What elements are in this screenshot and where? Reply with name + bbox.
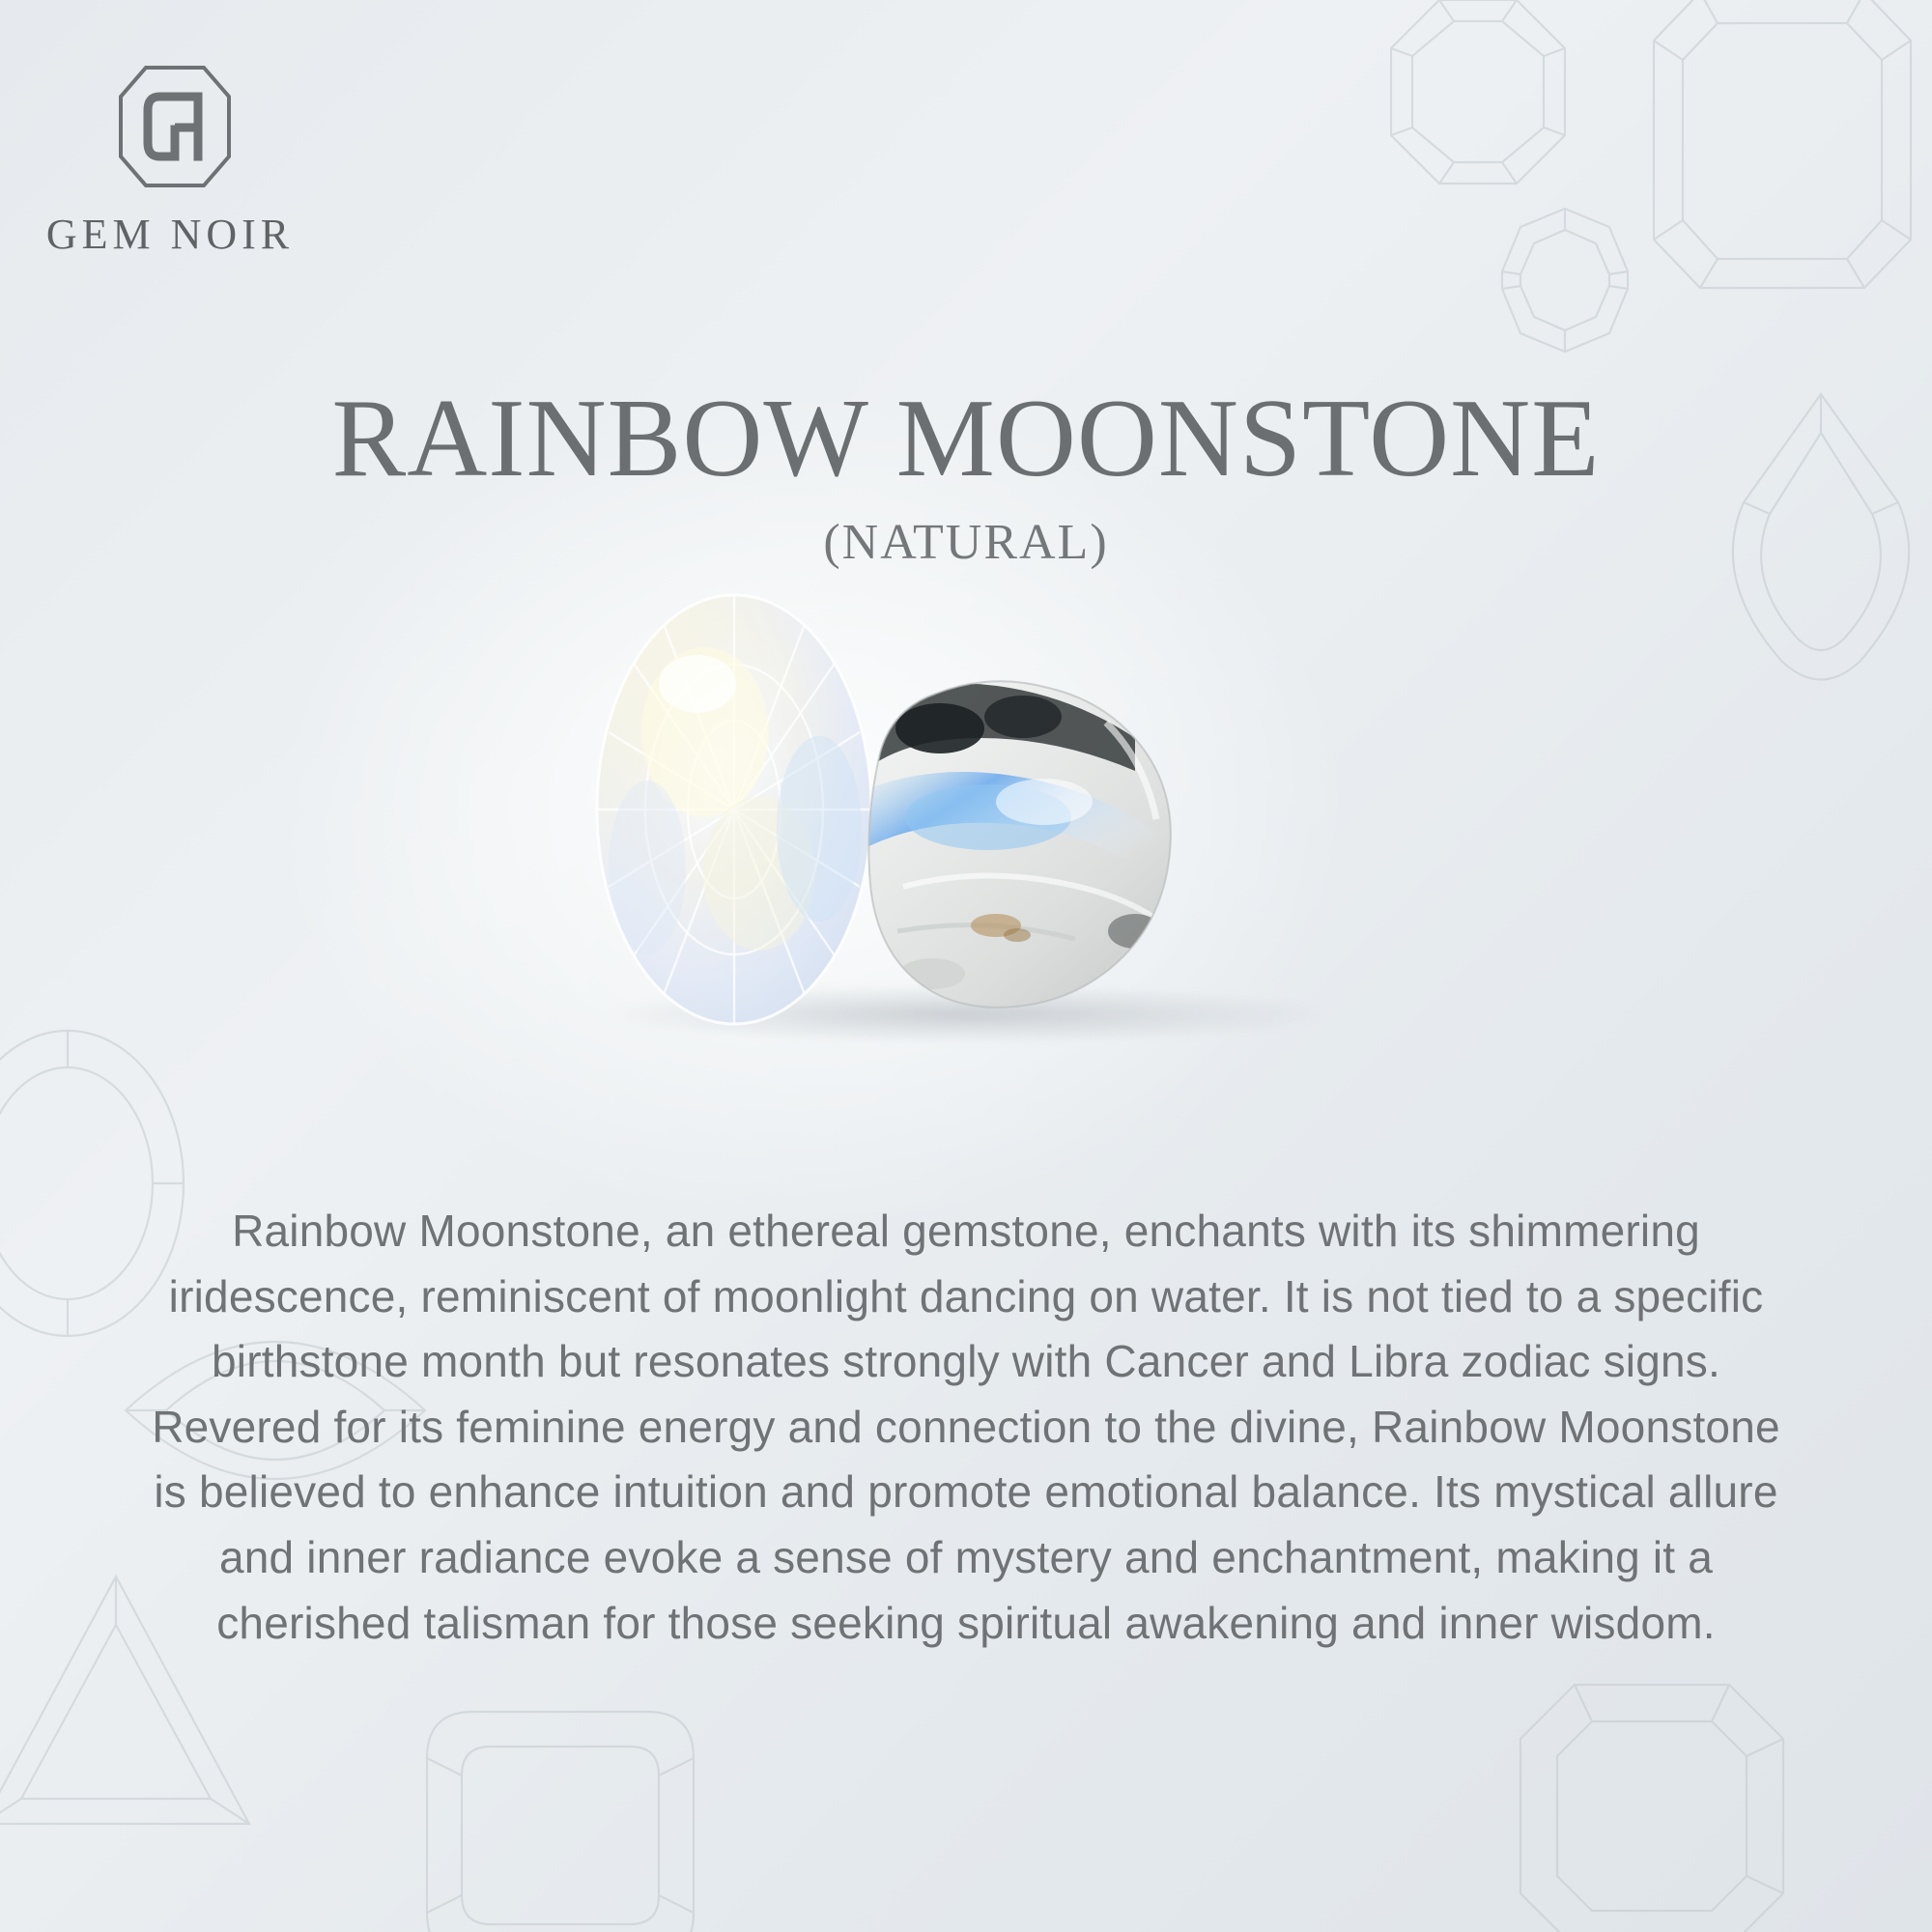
page-title: RAINBOW MOONSTONE (331, 377, 1601, 499)
decorative-octagon-gem-icon (1381, 0, 1575, 193)
gem-noir-monogram-icon (117, 64, 233, 189)
decorative-round-gem-icon (1488, 203, 1642, 357)
brand-block (44, 64, 334, 259)
description-paragraph: Rainbow Moonstone, an ethereal gemstone, enchants with its shimmering iridescence, reminiscent of moonlight dancing on water. It is not tied to a specific birthstone month but resonates strongly with Cancer and Libra zodiac signs. Revered for its feminine energy and connection to the divine, Rainbow Moonstone is believed to enhance intuition and promote emotional balance. Its mystical allure and inner radiance evoke a sense of mystery and enchantment, making it a cherished talisman for those seeking spiritual awakening and inner wisdom. (152, 1206, 1780, 1648)
decorative-radiant-gem-icon (1507, 1671, 1797, 1932)
brand-name: GEM NOIR (45, 211, 295, 258)
rough-moonstone-image (816, 645, 1203, 1022)
title-block (0, 377, 1932, 571)
page-subtitle: (NATURAL) (823, 515, 1109, 571)
decorative-emerald-cut-gem-icon (1642, 0, 1922, 299)
decorative-cushion-gem-icon (415, 1700, 705, 1932)
gem-image-group (580, 580, 1352, 1063)
